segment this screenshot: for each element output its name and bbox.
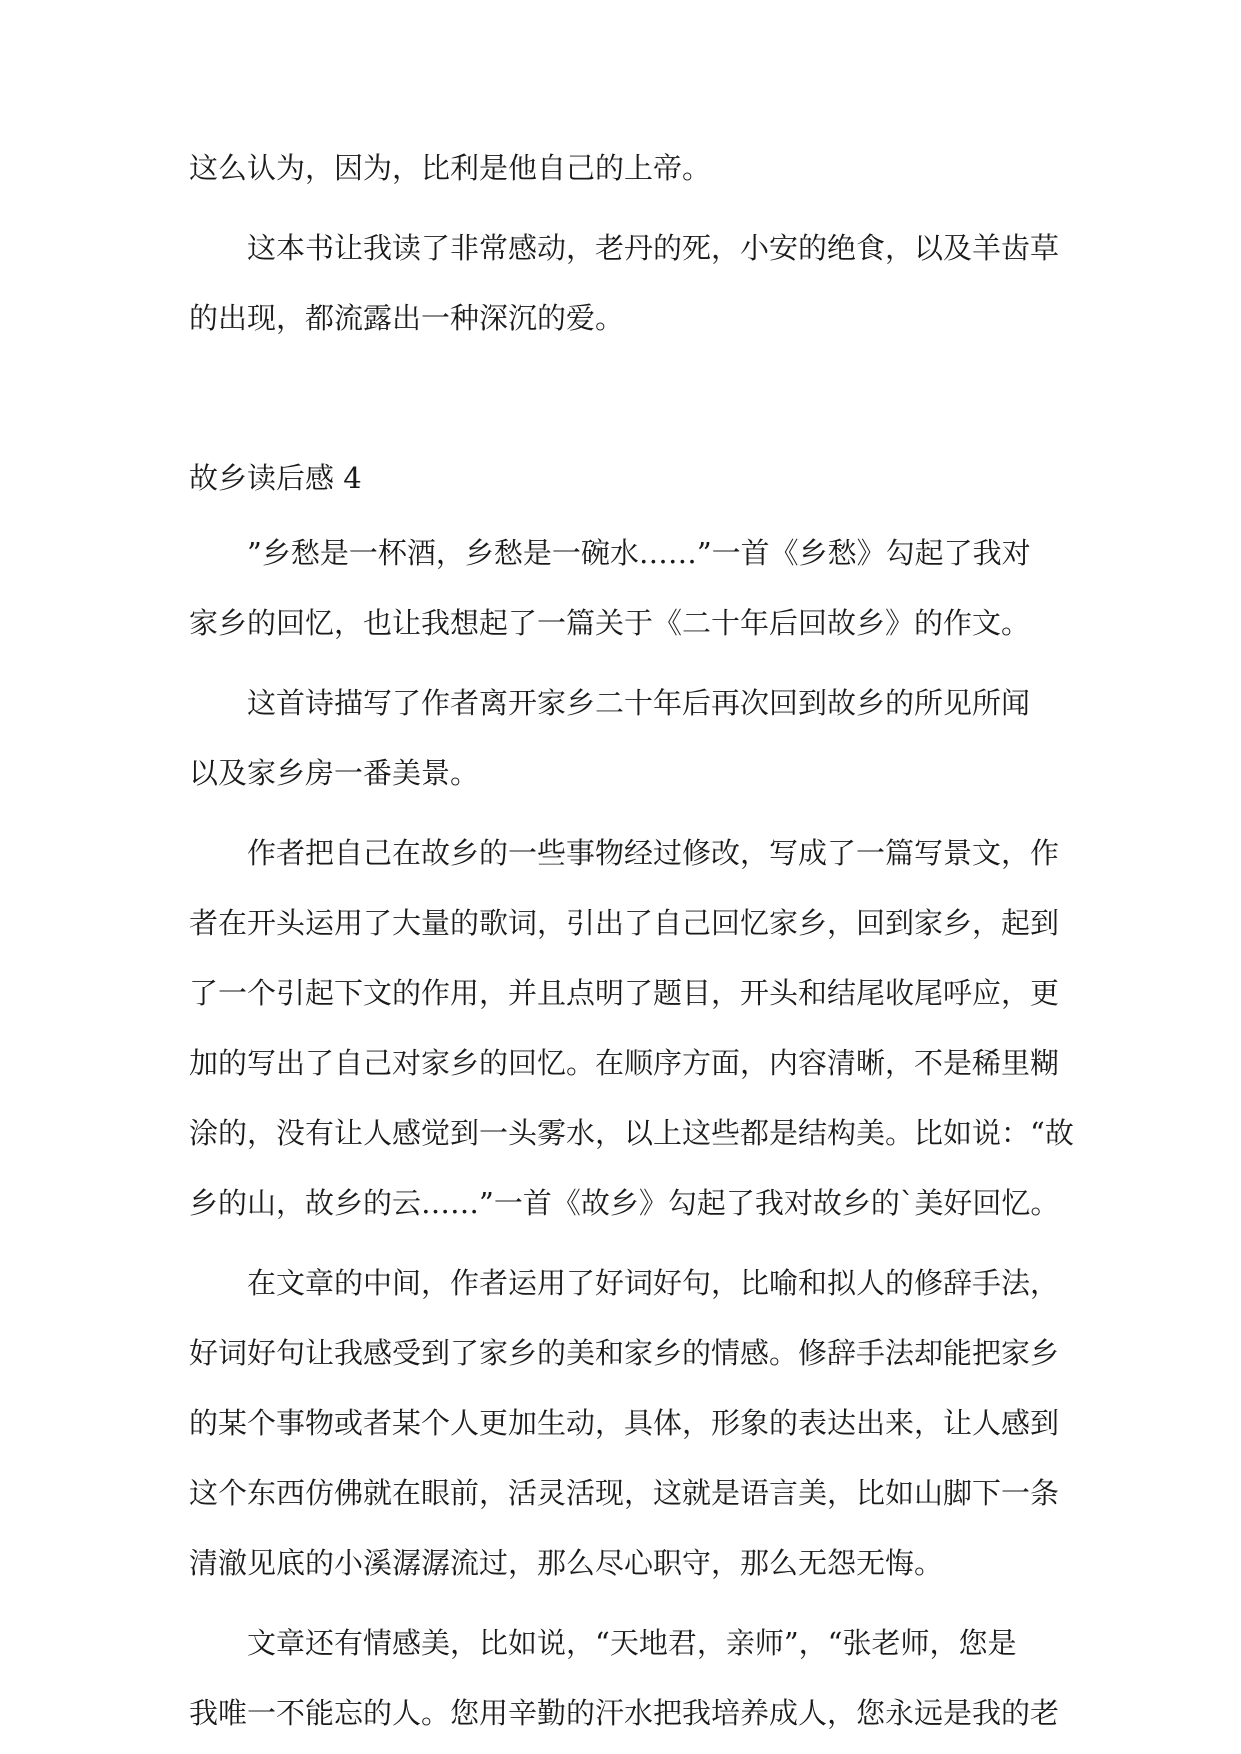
paragraph-start-line: 作者把自己在故乡的一些事物经过修改，写成了一篇写景文，作 <box>247 836 1060 870</box>
paragraph-start-line: ”乡愁是一杯酒，乡愁是一碗水……”一首《乡愁》勾起了我对 <box>247 536 1031 570</box>
text-line: 我唯一不能忘的人。您用辛勤的汗水把我培养成人，您永远是我的老 <box>189 1696 1060 1730</box>
text-line: 清澈见底的小溪潺潺流过，那么尽心职守，那么无怨无悔。 <box>189 1546 944 1580</box>
paragraph-start-line: 这首诗描写了作者离开家乡二十年后再次回到故乡的所见所闻 <box>247 686 1031 720</box>
text-line: 者在开头运用了大量的歌词，引出了自己回忆家乡，回到家乡，起到 <box>189 906 1060 940</box>
text-line: 涂的，没有让人感觉到一头雾水，以上这些都是结构美。比如说：“故 <box>189 1116 1074 1150</box>
paragraph-start-line: 这本书让我读了非常感动，老丹的死，小安的绝食，以及羊齿草 <box>247 231 1060 265</box>
text-line: 以及家乡房一番美景。 <box>189 756 480 790</box>
text-line: 好词好句让我感受到了家乡的美和家乡的情感。修辞手法却能把家乡 <box>189 1336 1060 1370</box>
paragraph-start-line: 文章还有情感美，比如说，“天地君，亲师”，“张老师，您是 <box>247 1626 1017 1660</box>
paragraph-start-line: 在文章的中间，作者运用了好词好句，比喻和拟人的修辞手法， <box>247 1266 1060 1300</box>
text-line: 加的写出了自己对家乡的回忆。在顺序方面，内容清晰，不是稀里糊 <box>189 1046 1060 1080</box>
text-line: 的出现，都流露出一种深沉的爱。 <box>189 301 625 335</box>
section-heading: 故乡读后感 4 <box>189 461 362 495</box>
text-line: 的某个事物或者某个人更加生动，具体，形象的表达出来，让人感到 <box>189 1406 1060 1440</box>
text-line: 这个东西仿佛就在眼前，活灵活现，这就是语言美，比如山脚下一条 <box>189 1476 1060 1510</box>
text-line: 家乡的回忆，也让我想起了一篇关于《二十年后回故乡》的作文。 <box>189 606 1031 640</box>
text-line: 这么认为，因为，比利是他自己的上帝。 <box>189 151 712 185</box>
text-line: 乡的山，故乡的云……”一首《故乡》勾起了我对故乡的`美好回忆。 <box>189 1186 1060 1220</box>
text-line: 了一个引起下文的作用，并且点明了题目，开头和结尾收尾呼应，更 <box>189 976 1060 1010</box>
